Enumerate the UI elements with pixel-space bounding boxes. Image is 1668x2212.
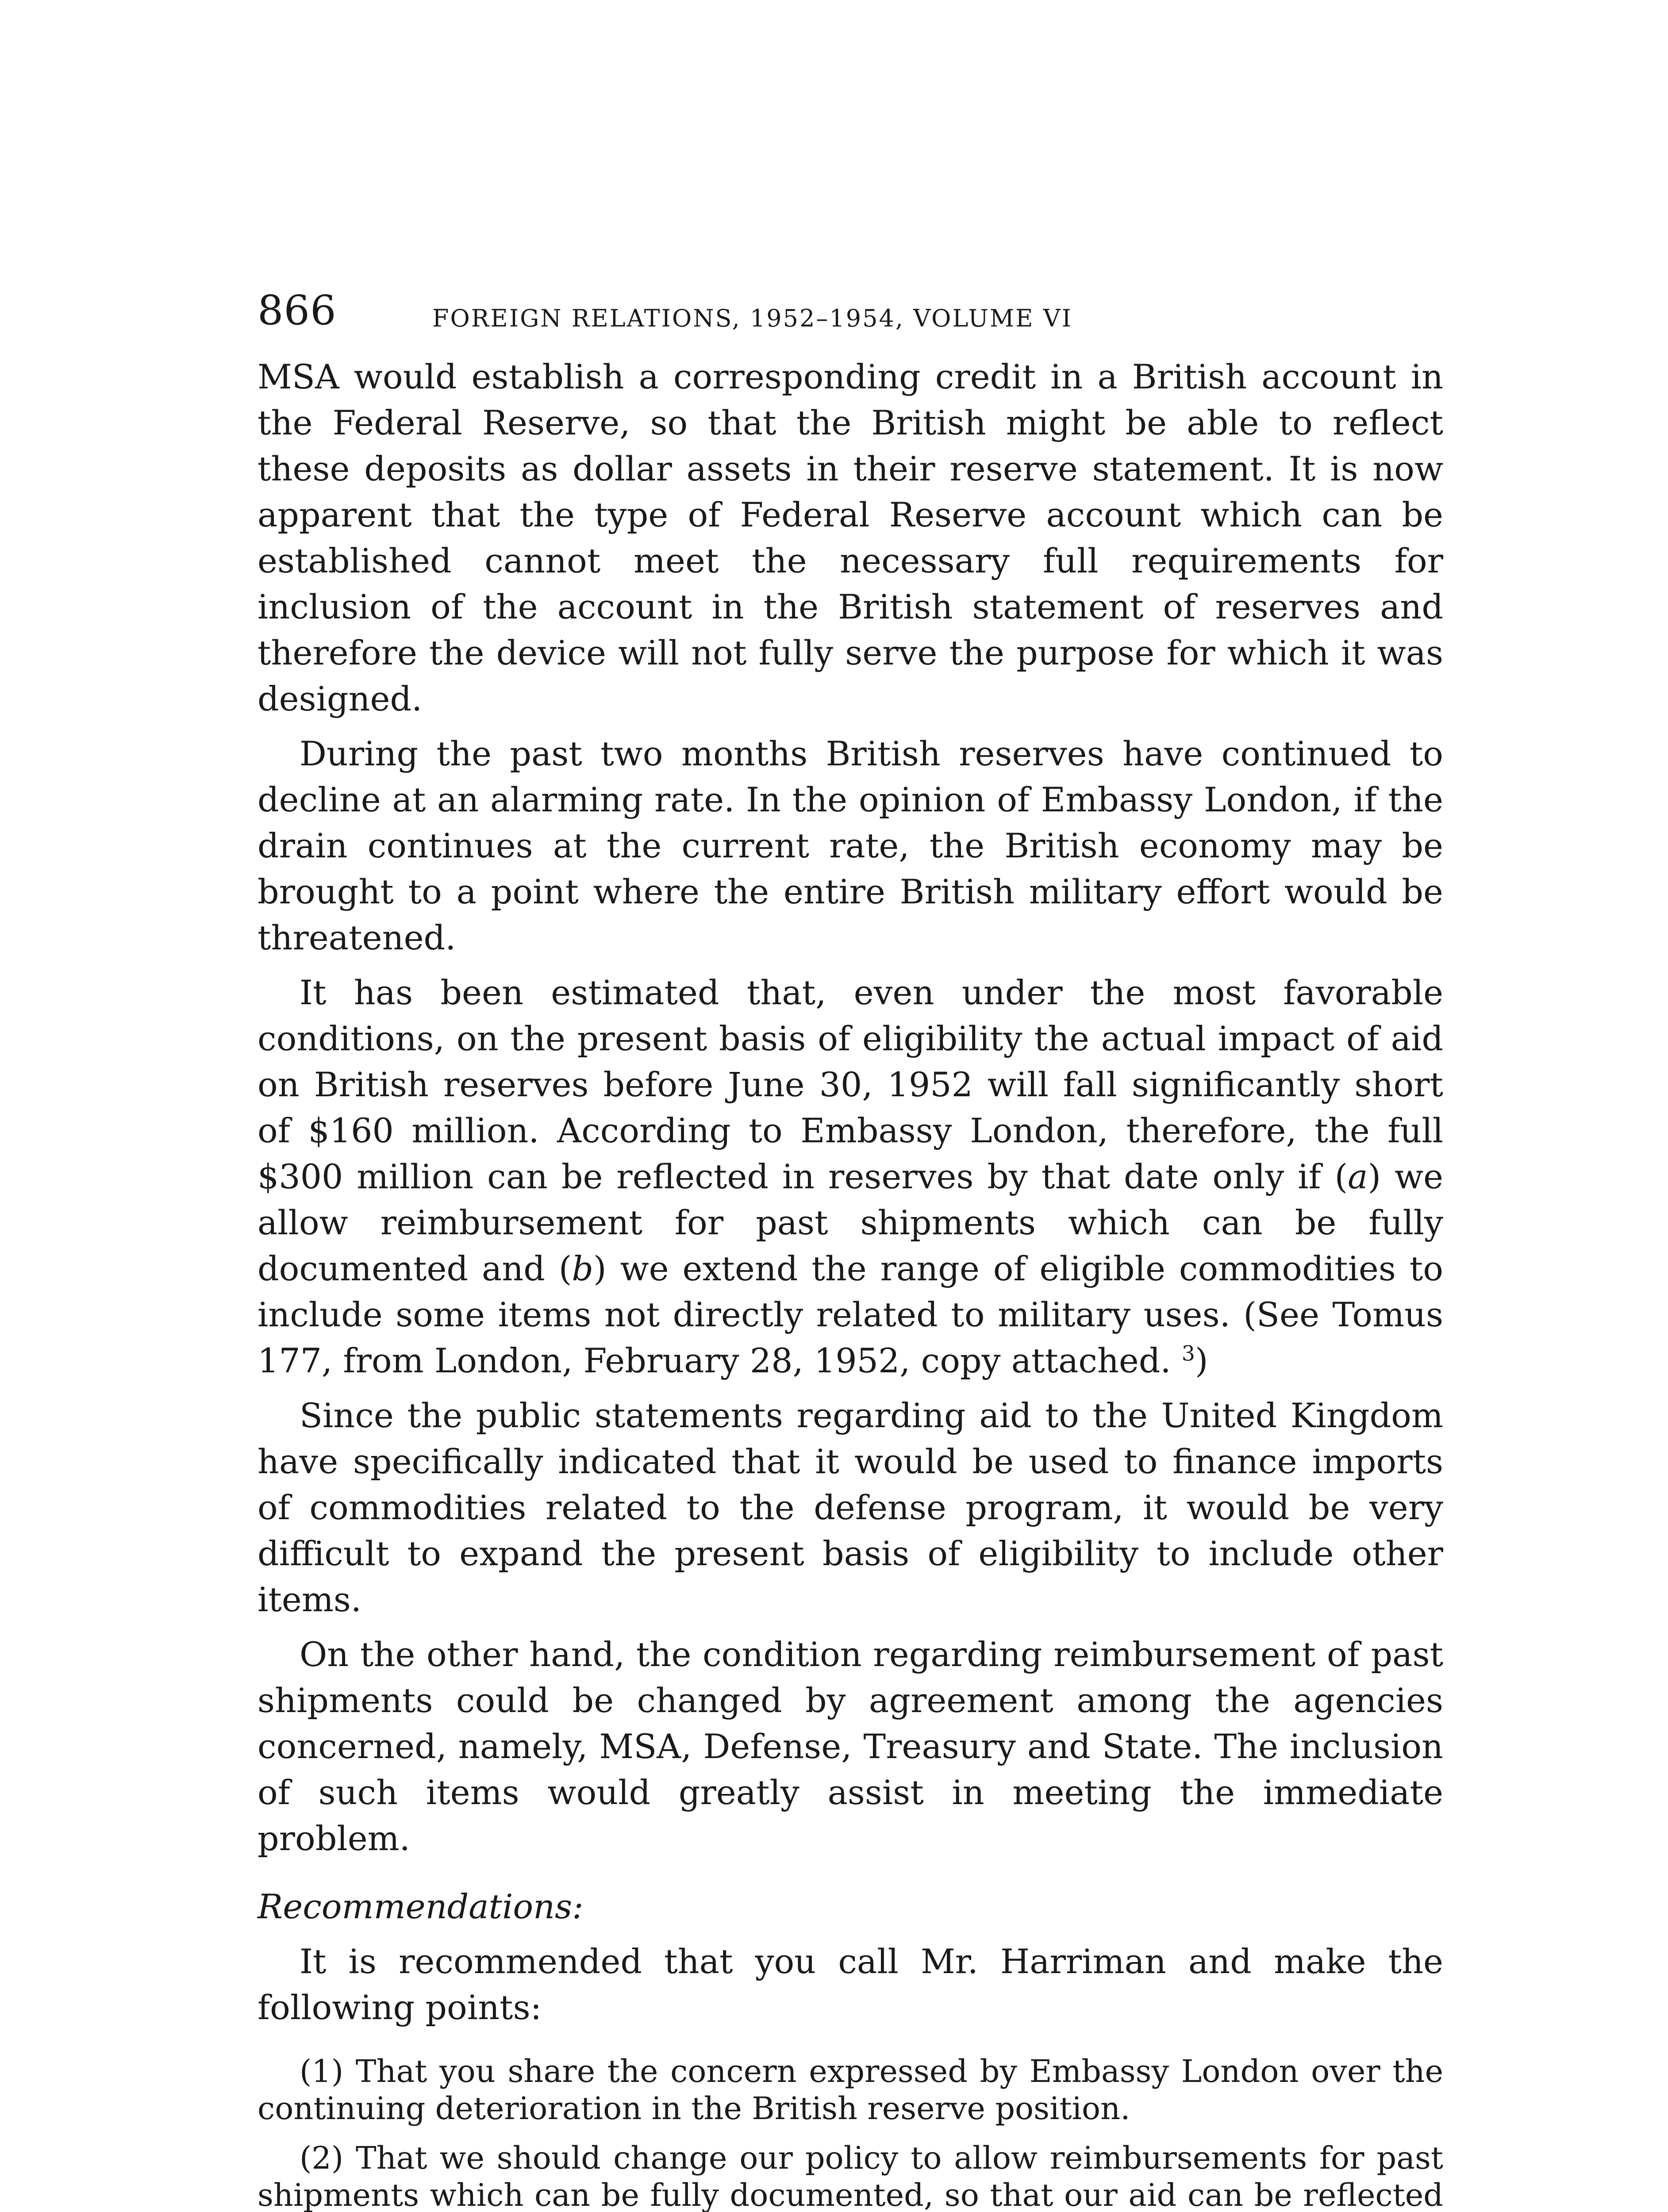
paragraph-1: MSA would establish a corresponding credit in a British account in the Federal Reserve, so that the British might be able to reflect these deposits as dollar assets in their reserve statement. It is now apparent that the type of Federal Reserve account which can be established cannot meet the necessary full requirements for inclusion of the account in the British statement of reserves and therefore the device will not fully serve the purpose for which it was designed. xyxy=(258,357,1443,718)
footnote-reference: 3 xyxy=(1181,1341,1195,1366)
paragraph-3-part-2: ) we allow reimbursement for past shipments which can be fully documented and ( xyxy=(258,1157,1443,1288)
recommendations-intro: It is recommended that you call Mr. Harriman and make the following points: xyxy=(258,1942,1443,2027)
paragraph-2: During the past two months British reserves have continued to decline at an alarming rate. In the opinion of Embassy London, if the drain continues at the current rate, the British economy may be brought to a point where the entire British military effort would be threatened. xyxy=(258,734,1443,957)
paragraph-5: On the other hand, the condition regarding reimbursement of past shipments could be changed by agreement among the agencies concerned, namely, MSA, Defense, Treasury and State. The inclusion of such items would greatly assist in meeting the immediate problem. xyxy=(258,1635,1443,1858)
body-text xyxy=(258,354,1443,2212)
marker-a: a xyxy=(1348,1157,1368,1196)
marker-b: b xyxy=(572,1249,594,1288)
paragraph-3-part-3: ) we extend the range of eligible commodities to include some items not directly related to military uses. (See Tomus 177, from London, February 28, 1952, copy attached. xyxy=(258,1249,1444,1380)
paragraph-3 xyxy=(258,970,1443,1384)
recommendations-heading: Recommendations: xyxy=(258,1887,584,1926)
recommendations-list xyxy=(258,2053,1443,2212)
recommendation-item-2: (2) That we should change our policy to allow reimbursements for past shipments which can be fully documented, so that our aid can be reflected xyxy=(258,2140,1443,2212)
recommendation-item-1: (1) That you share the concern expressed by Embassy London over the continuing deterioration in the British reserve position. xyxy=(258,2053,1443,2127)
running-head xyxy=(258,287,1443,335)
page-number: 866 xyxy=(258,287,337,334)
paragraph-4: Since the public statements regarding aid to the United Kingdom have specifically indicated that it would be used to finance imports of commodities related to the defense program, it would be very difficult to expand the present basis of eligibility to include other items. xyxy=(258,1396,1443,1619)
document-page xyxy=(258,0,1443,2212)
paragraph-3-part-1: It has been estimated that, even under the most favorable conditions, on the present basis of eligibility the actual impact of aid on British reserves before June 30, 1952 will fall significantly short of $160 million. According to Embassy London, therefore, the full $300 million can be reflected in reserves by that date only if ( xyxy=(258,973,1443,1196)
series-title: FOREIGN RELATIONS, 1952–1954, VOLUME VI xyxy=(432,304,1073,332)
paragraph-3-part-4: ) xyxy=(1195,1341,1208,1380)
